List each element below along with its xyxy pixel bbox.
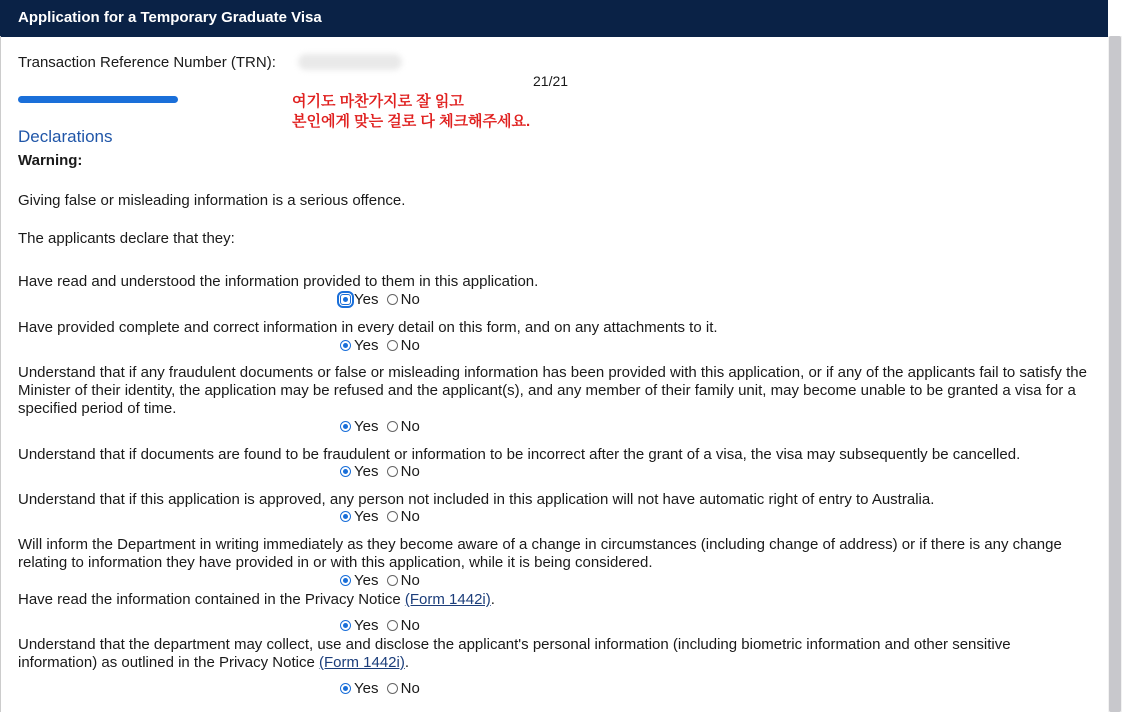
privacy-notice-link[interactable]: (Form 1442i) <box>404 591 491 608</box>
no-label[interactable]: No <box>400 291 420 308</box>
no-label[interactable]: No <box>400 418 420 435</box>
yes-label[interactable]: Yes <box>354 617 379 634</box>
yes-radio[interactable] <box>340 421 351 432</box>
yes-radio[interactable] <box>340 466 351 477</box>
yes-radio[interactable] <box>340 294 351 305</box>
declaration-radio-group-8 <box>340 680 424 698</box>
yes-label[interactable]: Yes <box>354 680 379 697</box>
yes-label[interactable]: Yes <box>354 418 379 435</box>
declaration-radio-group-4 <box>340 463 424 481</box>
declare-intro: The applicants declare that they: <box>18 230 235 247</box>
declaration-radio-group-1 <box>340 291 424 309</box>
no-radio[interactable] <box>387 294 398 305</box>
declaration-text-1: Have read and understood the information provided to them in this application. <box>18 273 539 290</box>
no-radio[interactable] <box>387 575 398 586</box>
declaration-text-4: Understand that if documents are found to be fraudulent or information to be incorrect after the grant of a visa, the visa may subsequently be cancelled. <box>18 446 1021 463</box>
yes-radio[interactable] <box>340 620 351 631</box>
declaration-radio-group-6 <box>340 572 424 590</box>
yes-label[interactable]: Yes <box>354 572 379 589</box>
no-radio[interactable] <box>387 683 398 694</box>
false-info-warning: Giving false or misleading information is a serious offence. <box>18 192 406 209</box>
yes-radio[interactable] <box>340 340 351 351</box>
declaration-radio-group-3 <box>340 418 424 436</box>
page-title: Application for a Temporary Graduate Visa <box>18 9 322 26</box>
no-label[interactable]: No <box>400 337 420 354</box>
scrollbar-thumb[interactable] <box>1109 36 1121 712</box>
yes-label[interactable]: Yes <box>354 291 379 308</box>
progress-bar <box>18 96 178 103</box>
page-header <box>0 0 1108 37</box>
frame-border <box>0 36 1 712</box>
yes-radio[interactable] <box>340 575 351 586</box>
declaration-text-8-body: Understand that the department may collect, use and disclose the applicant's personal information (including biometric information and other sensitive information) as outlined in the Privacy Notice <box>18 636 1011 671</box>
declaration-radio-group-7 <box>340 617 424 635</box>
declaration-text-3: Understand that if any fraudulent documents or false or misleading information has been provided with this application, or if any of the applicants fail to satisfy the Minister of their identity, the application may be refused and the applicant(s), and any member of their family unit, may become unable to be granted a visa for a specified period of time. <box>18 364 1087 417</box>
declaration-text-7 <box>18 591 1090 609</box>
declaration-text-7-body: Have read the information contained in the Privacy Notice <box>18 591 401 608</box>
no-label[interactable]: No <box>400 508 420 525</box>
annotation-line-1: 여기도 마찬가지로 잘 읽고 <box>292 93 464 110</box>
no-radio[interactable] <box>387 511 398 522</box>
page-counter: 21/21 <box>533 73 569 89</box>
declaration-radio-group-5 <box>340 508 424 526</box>
declaration-text-6: Will inform the Department in writing immediately as they become aware of a change in circumstances (including change of address) or if there is any change relating to information they have provided in or with this application, while it is being considered. <box>18 536 1062 571</box>
warning-label: Warning: <box>18 152 83 169</box>
declaration-text-7-period: . <box>490 591 495 608</box>
trn-label: Transaction Reference Number (TRN): <box>18 54 276 71</box>
declaration-radio-group-2 <box>340 337 424 355</box>
yes-label[interactable]: Yes <box>354 337 379 354</box>
no-radio[interactable] <box>387 620 398 631</box>
no-label[interactable]: No <box>400 572 420 589</box>
scrollbar[interactable] <box>1108 36 1122 712</box>
annotation-note <box>292 92 530 132</box>
declaration-text-5: Understand that if this application is approved, any person not included in this application will not have automatic right of entry to Australia. <box>18 491 935 508</box>
yes-radio[interactable] <box>340 683 351 694</box>
trn-value-redacted <box>298 54 402 70</box>
yes-label[interactable]: Yes <box>354 508 379 525</box>
section-title: Declarations <box>18 127 113 146</box>
declaration-text-2: Have provided complete and correct information in every detail on this form, and on any attachments to it. <box>18 319 718 336</box>
yes-radio[interactable] <box>340 511 351 522</box>
no-radio[interactable] <box>387 466 398 477</box>
privacy-notice-link[interactable]: (Form 1442i) <box>318 654 405 671</box>
yes-label[interactable]: Yes <box>354 463 379 480</box>
no-label[interactable]: No <box>400 463 420 480</box>
no-label[interactable]: No <box>400 617 420 634</box>
annotation-line-2: 본인에게 맞는 걸로 다 체크해주세요. <box>292 113 531 130</box>
no-radio[interactable] <box>387 340 398 351</box>
no-radio[interactable] <box>387 421 398 432</box>
declaration-text-8-period: . <box>404 654 410 671</box>
declaration-text-8 <box>18 636 1090 672</box>
no-label[interactable]: No <box>400 680 420 697</box>
